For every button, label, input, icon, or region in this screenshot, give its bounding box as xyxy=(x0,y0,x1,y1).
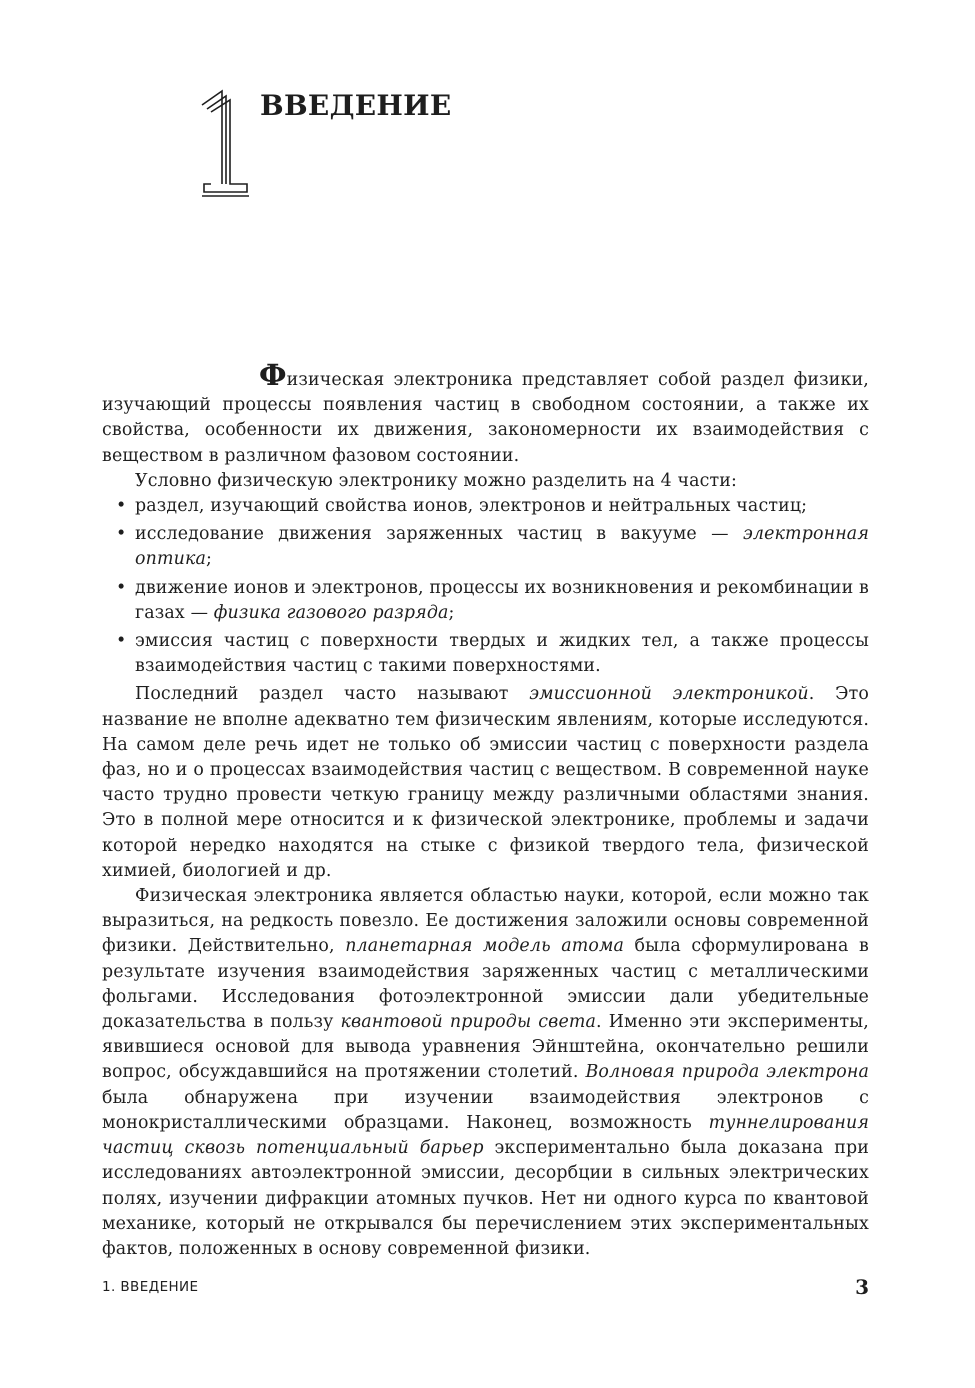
term-emission-electronics: эмиссионной электроникой xyxy=(529,684,809,705)
paragraph-text: экспериментально была доказана при исследованиях автоэлектронной эмиссии, десорбции в сильных электрических полях, изучении дифракции атомных пучков. Нет ни одного курса по квантовой механике, который не открывался бы перечислением этих экспериментальных фактов, положенных в основу современной физики. xyxy=(102,1138,869,1259)
page-footer xyxy=(102,1275,869,1305)
paragraph-text: . Это название не вполне адекватно тем физическим явлениям, которые исследуются. На самом деле речь идет не только об эмиссии частиц с поверхности раздела фаз, но и о процессах взаимодействия частиц с веществом. В современной науке часто трудно провести четкую границу между различными областями знания. Это в полной мере относится и к физической электронике, проблемы и задачи которой нередко находятся на стыке с физикой твердого тела, физической химией, биологией и др. xyxy=(102,684,870,881)
list-item xyxy=(102,629,869,679)
intro-text: изическая электроника представляет собой раздел физики, изучающий процессы появления частиц в свободном состоянии, а также их свойства, особенности их движения, закономерности их взаимодействия с веществом в различном фазовом состоянии. xyxy=(102,370,869,466)
list-item-end: ; xyxy=(206,549,213,570)
term-tunneling: туннелирования частиц сквозь потенциальный барьер xyxy=(102,1112,869,1159)
paragraph-text: . Именно эти эксперименты, явившиеся основой для вывода уравнения Эйнштейна, окончательно решили вопрос, обсуждавшийся на протяжении столетий. xyxy=(102,1012,869,1083)
bullet-icon: • xyxy=(116,496,127,517)
list-item-text: исследование движения заряженных частиц в вакууме — xyxy=(135,524,743,545)
term-planetary-model: планетарная модель атома xyxy=(345,936,625,957)
intro-paragraph xyxy=(102,358,869,469)
history-paragraph xyxy=(102,884,869,1262)
list-item xyxy=(102,494,869,519)
list-item xyxy=(102,522,869,572)
bullet-icon: • xyxy=(116,577,127,598)
paragraph-text: Физическая электроника является областью науки, которой, если можно так выразиться, на редкость повезло. Ее достижения заложили основы современной физики. Действительно, xyxy=(102,886,869,957)
list-item-text: движение ионов и электронов, процессы их возникновения и рекомбинации в газах — xyxy=(135,577,869,623)
term-quantum-light: квантовой природы света xyxy=(340,1012,597,1033)
paragraph-text: Последний раздел часто называют xyxy=(135,684,530,705)
last-section-paragraph xyxy=(102,682,869,884)
dropcap-letter: Ф xyxy=(259,358,287,392)
list-item-term: физика газового разряда xyxy=(213,602,449,623)
term-electron-wave-nature: Волновая природа электрона xyxy=(585,1062,869,1083)
list-item-end: ; xyxy=(448,602,455,623)
paragraph-text: была сформулирована в результате изучения взаимодействия заряженных частиц с металлическими фольгами. Исследования фотоэлектронной эмиссии дали убедительные доказательства в пользу xyxy=(102,936,869,1033)
page-number: 3 xyxy=(855,1275,869,1299)
chapter-number xyxy=(200,88,250,198)
bullet-icon: • xyxy=(116,631,127,652)
division-lead-paragraph: Условно физическую электронику можно разделить на 4 части: xyxy=(135,470,738,491)
list-item-term: электронная оптика xyxy=(135,524,869,570)
chapter-title: ВВЕДЕНИЕ xyxy=(260,89,452,122)
bullet-icon: • xyxy=(116,524,127,545)
paragraph-text: была обнаружена при изучении взаимодействия электронов с монокристаллическими образцами. Наконец, возможность xyxy=(102,1087,869,1133)
division-list xyxy=(102,494,869,679)
list-item xyxy=(102,576,869,626)
chapter-body xyxy=(102,358,870,1262)
list-item-text: эмиссия частиц с поверхности твердых и жидких тел, а также процессы взаимодействия частиц с такими поверхностями. xyxy=(135,631,869,677)
list-item-text: раздел, изучающий свойства ионов, электронов и нейтральных частиц; xyxy=(135,496,808,517)
running-head: 1. ВВЕДЕНИЕ xyxy=(102,1279,199,1295)
